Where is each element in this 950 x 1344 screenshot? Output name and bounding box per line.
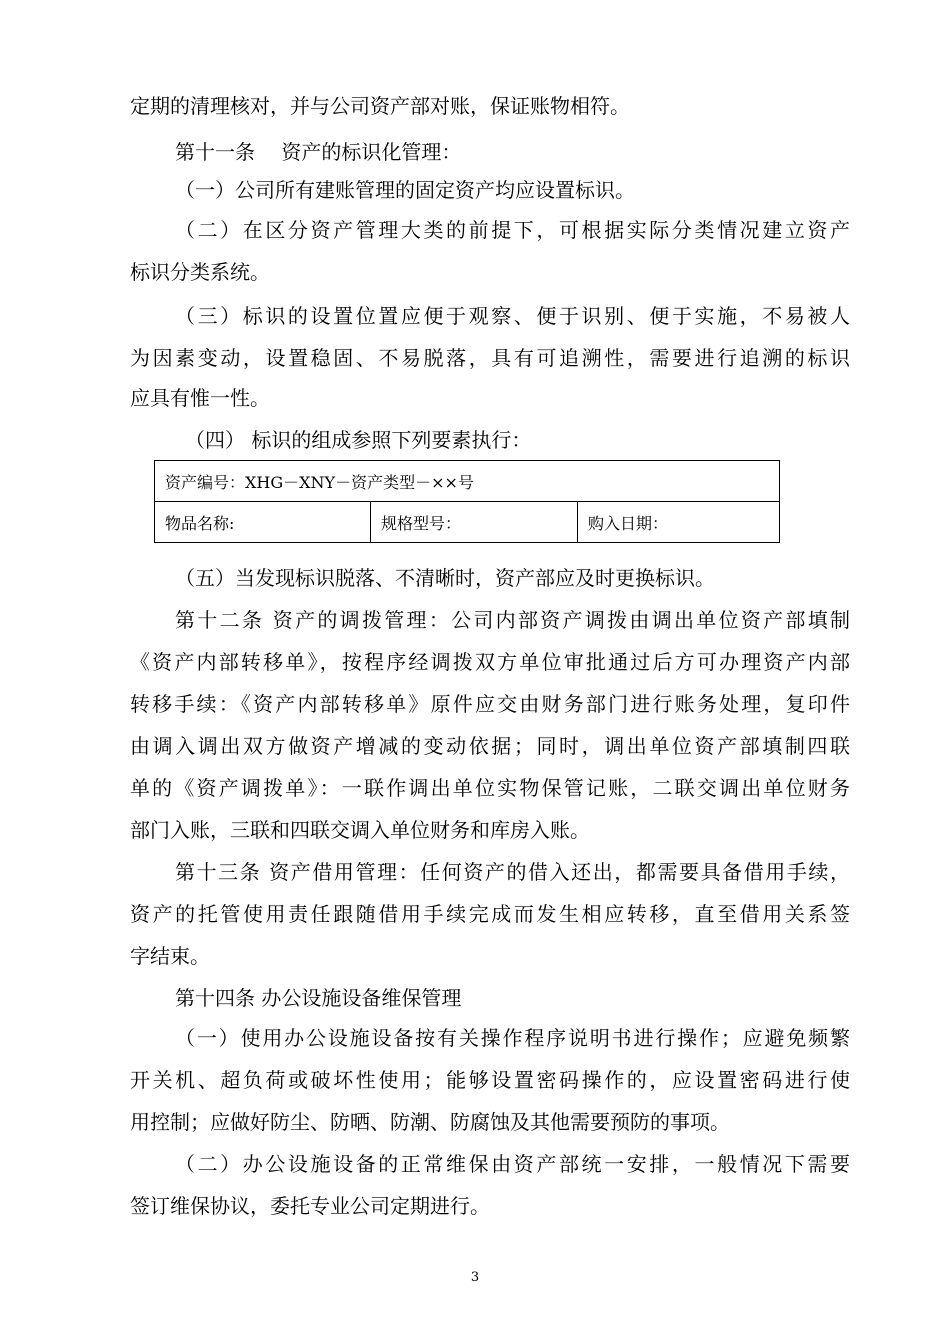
article-heading: 第十二条 资产的调拨管理：公司内部资产调拨由调出单位资产部填制	[175, 608, 850, 632]
article-heading: 第十一条 资产的标识化管理：	[175, 140, 462, 164]
page-number: 3	[470, 1270, 480, 1285]
paragraph-line: （一）公司所有建账管理的固定资产均应设置标识。	[175, 178, 635, 202]
paragraph-line: 为因素变动，设置稳固、不易脱落，具有可追溯性，需要进行追溯的标识	[130, 346, 850, 370]
asset-label-table	[154, 460, 780, 543]
item-name-cell: 物品名称:	[155, 502, 371, 543]
paragraph-line: （一）使用办公设施设备按有关操作程序说明书进行操作；应避免频繁	[175, 1026, 850, 1050]
paragraph-line: 签订维保协议，委托专业公司定期进行。	[130, 1194, 490, 1218]
purchase-date-cell: 购入日期：	[578, 502, 780, 543]
article-heading: 第十四条 办公设施设备维保管理	[175, 986, 462, 1010]
paragraph-line: （二）办公设施设备的正常维保由资产部统一安排，一般情况下需要	[175, 1152, 850, 1176]
paragraph-line: 《资产内部转移单》，按程序经调拨双方单位审批通过后方可办理资产内部	[130, 650, 850, 674]
asset-number-cell: 资产编号：XHG－XNY－资产类型－××号	[155, 461, 780, 502]
paragraph-line: （二）在区分资产管理大类的前提下，可根据实际分类情况建立资产	[175, 218, 850, 242]
paragraph-line: 资产的托管使用责任跟随借用手续完成而发生相应转移，直至借用关系签	[130, 902, 850, 926]
paragraph-line: 开关机、超负荷或破坏性使用；能够设置密码操作的，应设置密码进行使	[130, 1068, 850, 1092]
paragraph-line: 由调入调出双方做资产增减的变动依据；同时，调出单位资产部填制四联	[130, 734, 850, 758]
paragraph-line: 字结束。	[130, 944, 210, 968]
paragraph-line: （五）当发现标识脱落、不清晰时，资产部应及时更换标识。	[175, 566, 715, 590]
paragraph-line: （三）标识的设置位置应便于观察、便于识别、便于实施，不易被人	[175, 304, 850, 328]
paragraph-line: 转移手续：《资产内部转移单》原件应交由财务部门进行账务处理，复印件	[130, 692, 850, 716]
spec-model-cell: 规格型号：	[371, 502, 578, 543]
paragraph-line: 应具有惟一性。	[130, 386, 270, 410]
paragraph-line: （四） 标识的组成参照下列要素执行：	[185, 428, 532, 452]
paragraph-line: 标识分类系统。	[130, 260, 270, 284]
paragraph-line: 用控制；应做好防尘、防晒、防潮、防腐蚀及其他需要预防的事项。	[130, 1110, 730, 1134]
paragraph-line: 单的《资产调拨单》：一联作调出单位实物保管记账，二联交调出单位财务	[130, 776, 850, 800]
paragraph-line: 部门入账，三联和四联交调入单位财务和库房入账。	[130, 818, 590, 842]
paragraph-line: 定期的清理核对，并与公司资产部对账，保证账物相符。	[130, 94, 630, 118]
article-heading: 第十三条 资产借用管理：任何资产的借入还出，都需要具备借用手续，	[175, 860, 850, 884]
